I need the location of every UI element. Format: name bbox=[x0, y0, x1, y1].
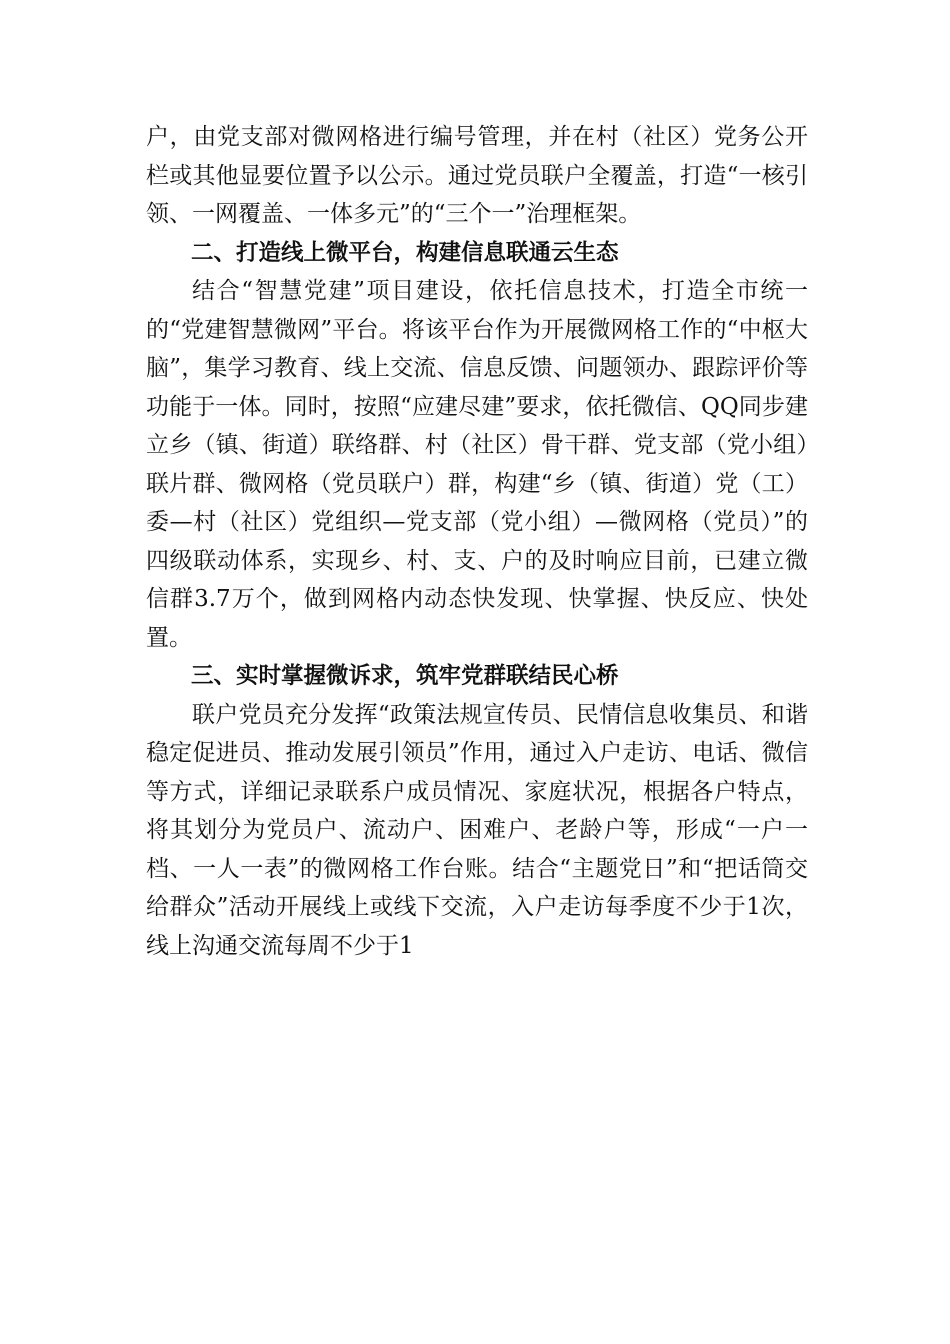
section-2-heading: 二、打造线上微平台，构建信息联通云生态 bbox=[191, 239, 619, 266]
section-3-heading: 三、实时掌握微诉求，筑牢党群联结民心桥 bbox=[191, 663, 619, 689]
paragraph-continued: 户，由党支部对微网格进行编号管理，并在村（社区）党务公开栏或其他显要位置予以公示。通过党员联户全覆盖，打造“一核引领、一网覆盖、一体多元”的“三个一”治理框架。 bbox=[146, 124, 808, 227]
section-2-paragraph: 结合“智慧党建”项目建设，依托信息技术，打造全市统一的“党建智慧微网”平台。将该平台作为开展微网格工作的“中枢大脑”，集学习教育、线上交流、信息反馈、问题领办、跟踪评价等功能于一体。同时，按照“应建尽建”要求，依托微信、QQ同步建立乡（镇、街道）联络群、村（社区）骨干群、党支部（党小组）联片群、微网格（党员联户）群，构建“乡（镇、街道）党（工）委—村（社区）党组织—党支部（党小组）—微网格（党员）”的四级联动体系，实现乡、村、支、户的及时响应目前，已建立微信群3.7万个，做到网格内动态快发现、快掌握、快反应、快处置。 bbox=[146, 278, 808, 651]
section-3-paragraph: 联户党员充分发挥“政策法规宣传员、民情信息收集员、和谐稳定促进员、推动发展引领员”作用，通过入户走访、电话、微信等方式，详细记录联系户成员情况、家庭状况，根据各户特点，将其划分为党员户、流动户、困难户、老龄户等，形成“一户一档、一人一表”的微网格工作台账。结合“主题党日”和“把话筒交给群众”活动开展线上或线下交流，入户走访每季度不少于1次，线上沟通交流每周不少于1 bbox=[146, 701, 808, 959]
document-body bbox=[146, 118, 808, 965]
